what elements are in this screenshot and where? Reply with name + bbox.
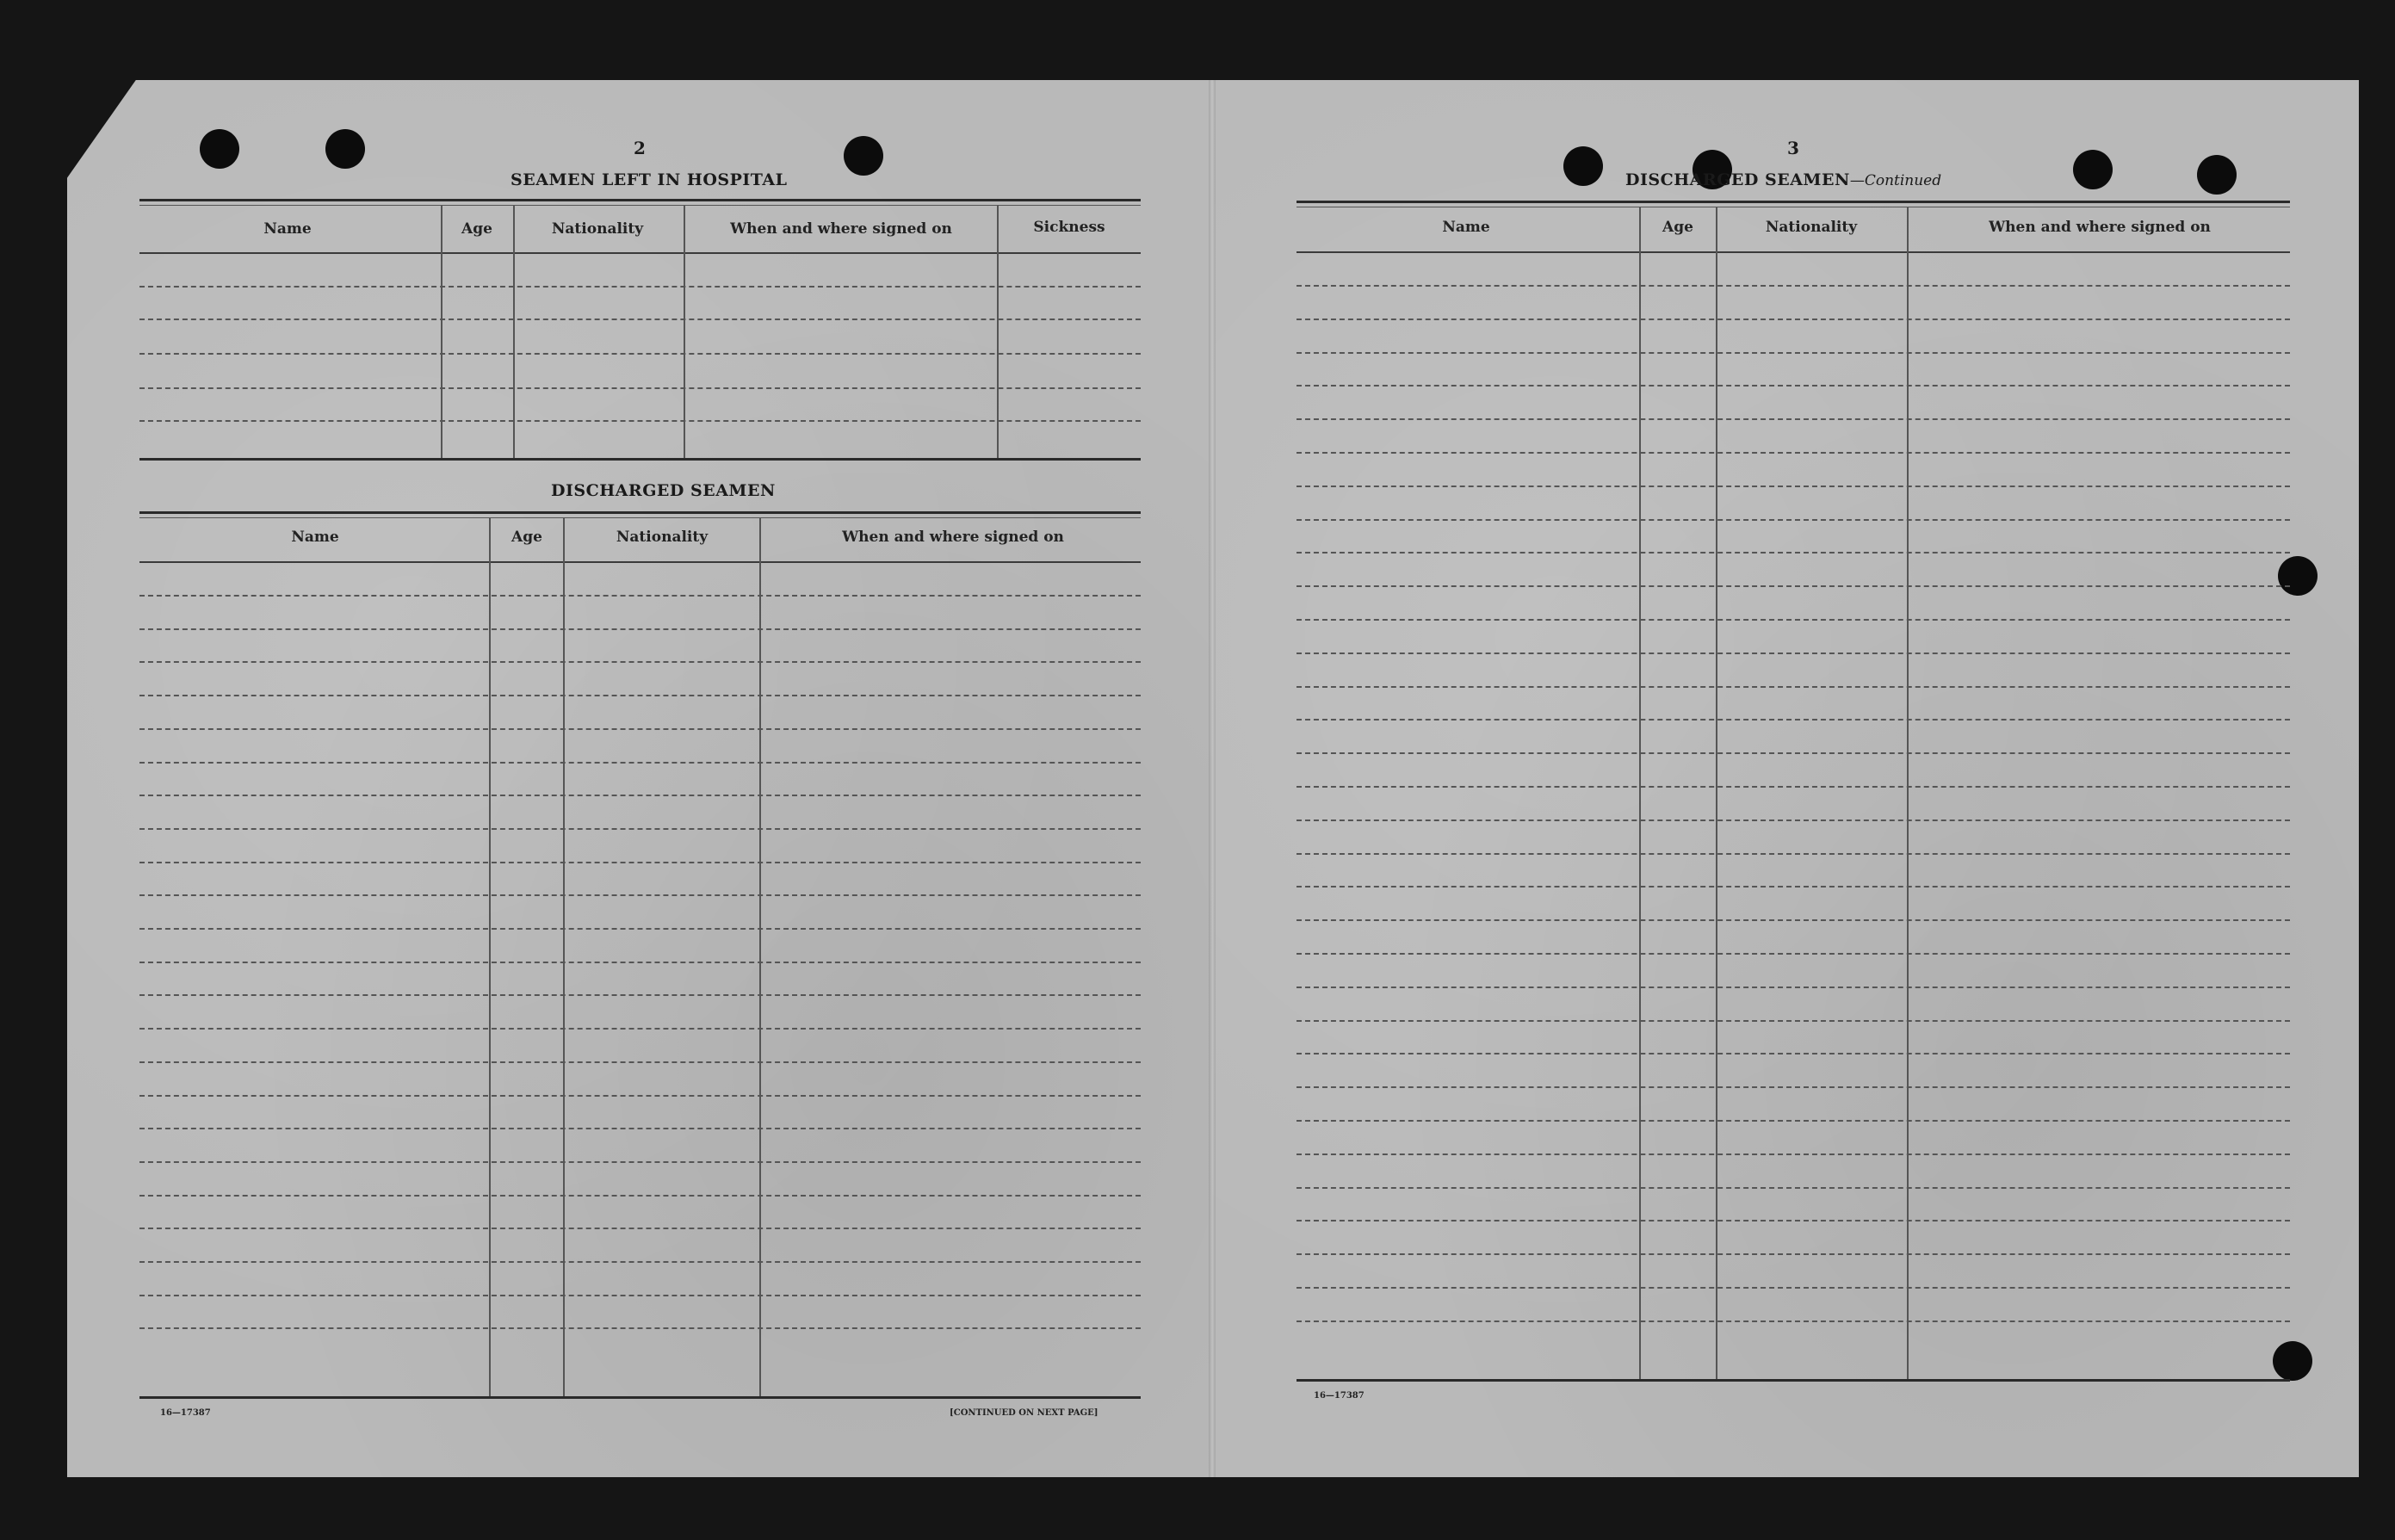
discharged-row-line <box>139 762 1141 764</box>
hospital-section-title: SEAMEN LEFT IN HOSPITAL <box>511 170 788 189</box>
right-row-line <box>1297 652 2290 654</box>
discharged-row-line <box>139 1261 1141 1263</box>
discharged-col-name: Name <box>291 529 339 546</box>
discharged-row-line <box>139 862 1141 863</box>
right-row-line <box>1297 552 2290 554</box>
right-row-line <box>1297 285 2290 287</box>
hospital-row-line <box>139 286 1141 288</box>
discharged-col-signed-on: When and where signed on <box>842 529 1064 546</box>
right-row-line <box>1297 886 2290 888</box>
right-row-line <box>1297 752 2290 754</box>
hospital-row-line <box>139 319 1141 320</box>
right-col-signed-on: When and where signed on <box>1989 219 2211 236</box>
discharged-row-line <box>139 628 1141 630</box>
right-column-divider <box>1716 207 1717 1379</box>
discharged-row-line <box>139 1095 1141 1097</box>
right-row-line <box>1297 352 2290 354</box>
hospital-col-sickness: Sickness <box>1033 219 1105 236</box>
hospital-column-divider <box>997 205 999 458</box>
right-row-line <box>1297 486 2290 487</box>
discharged-bottom-rule <box>139 1396 1141 1399</box>
hospital-col-signed-on: When and where signed on <box>730 220 952 238</box>
right-page-number: 3 <box>1787 138 1799 158</box>
discharged-row-line <box>139 595 1141 597</box>
discharged-row-line <box>139 1028 1141 1030</box>
right-col-nationality: Nationality <box>1765 219 1858 236</box>
discharged-row-line <box>139 1295 1141 1296</box>
hospital-col-age: Age <box>461 220 492 238</box>
right-row-line <box>1297 686 2290 688</box>
right-row-line <box>1297 585 2290 587</box>
right-header-rule <box>1297 251 2290 253</box>
right-bottom-rule <box>1297 1379 2290 1382</box>
left-page-number: 2 <box>634 138 646 158</box>
right-row-line <box>1297 919 2290 921</box>
discharged-row-line <box>139 1128 1141 1129</box>
hospital-row-line <box>139 387 1141 389</box>
right-top-rule <box>1297 201 2290 203</box>
discharged-row-line <box>139 1061 1141 1063</box>
right-form-number: 16—17387 <box>1314 1391 1365 1401</box>
discharged-col-age: Age <box>511 529 542 546</box>
discharged-row-line <box>139 728 1141 730</box>
right-row-line <box>1297 519 2290 521</box>
hospital-col-name: Name <box>263 220 312 238</box>
right-row-line <box>1297 1320 2290 1322</box>
right-row-line <box>1297 1053 2290 1054</box>
right-row-line <box>1297 1153 2290 1155</box>
hospital-header-rule <box>139 252 1141 254</box>
discharged-row-line <box>139 1228 1141 1229</box>
right-col-name: Name <box>1442 219 1490 236</box>
right-row-line <box>1297 1120 2290 1122</box>
discharged-section-title: DISCHARGED SEAMEN <box>551 481 776 500</box>
right-row-line <box>1297 1253 2290 1255</box>
hospital-column-divider <box>684 205 685 458</box>
left-form-number: 16—17387 <box>160 1408 211 1418</box>
right-row-line <box>1297 986 2290 988</box>
discharged-row-line <box>139 1327 1141 1329</box>
right-row-line <box>1297 319 2290 320</box>
right-row-line <box>1297 619 2290 621</box>
right-row-line <box>1297 1020 2290 1022</box>
hospital-top-rule <box>139 199 1141 201</box>
discharged-column-divider <box>759 517 761 1396</box>
discharged-top-rule-inner <box>139 517 1141 518</box>
right-row-line <box>1297 853 2290 855</box>
discharged-row-line <box>139 795 1141 796</box>
hospital-row-line <box>139 420 1141 422</box>
punch-hole <box>2273 1341 2312 1381</box>
right-col-age: Age <box>1662 219 1693 236</box>
hospital-col-nationality: Nationality <box>551 220 644 238</box>
right-row-line <box>1297 1287 2290 1289</box>
right-title-suffix: —Continued <box>1849 172 1942 189</box>
right-column-divider <box>1639 207 1641 1379</box>
right-row-line <box>1297 452 2290 454</box>
right-row-line <box>1297 786 2290 788</box>
discharged-row-line <box>139 695 1141 696</box>
hospital-top-rule-inner <box>139 205 1141 206</box>
hospital-column-divider <box>441 205 442 458</box>
right-row-line <box>1297 1086 2290 1088</box>
continued-note: [CONTINUED ON NEXT PAGE] <box>950 1408 1098 1418</box>
punch-hole <box>844 136 883 176</box>
right-row-line <box>1297 1220 2290 1221</box>
discharged-row-line <box>139 1161 1141 1163</box>
punch-hole <box>1563 146 1603 186</box>
punch-hole <box>2073 150 2113 189</box>
punch-hole <box>200 129 239 169</box>
punch-hole <box>325 129 365 169</box>
hospital-column-divider <box>513 205 515 458</box>
right-row-line <box>1297 953 2290 955</box>
right-section-title <box>1625 170 1941 189</box>
discharged-column-divider <box>563 517 565 1396</box>
discharged-top-rule <box>139 511 1141 514</box>
discharged-row-line <box>139 661 1141 663</box>
discharged-col-nationality: Nationality <box>616 529 709 546</box>
discharged-row-line <box>139 828 1141 830</box>
hospital-bottom-rule <box>139 458 1141 461</box>
discharged-row-line <box>139 962 1141 963</box>
punch-hole <box>2278 556 2318 596</box>
discharged-row-line <box>139 894 1141 896</box>
right-row-line <box>1297 719 2290 721</box>
right-row-line <box>1297 1187 2290 1189</box>
right-row-line <box>1297 819 2290 821</box>
right-page <box>1212 80 2359 1477</box>
discharged-row-line <box>139 928 1141 930</box>
hospital-row-line <box>139 353 1141 355</box>
right-row-line <box>1297 385 2290 387</box>
punch-hole <box>2197 155 2237 195</box>
right-title-main: DISCHARGED SEAMEN <box>1625 170 1850 189</box>
discharged-row-line <box>139 994 1141 996</box>
page-fold <box>1209 80 1216 1477</box>
discharged-column-divider <box>489 517 491 1396</box>
discharged-row-line <box>139 1195 1141 1197</box>
discharged-header-rule <box>139 561 1141 563</box>
right-column-divider <box>1907 207 1909 1379</box>
left-page <box>67 80 1212 1477</box>
right-row-line <box>1297 418 2290 420</box>
